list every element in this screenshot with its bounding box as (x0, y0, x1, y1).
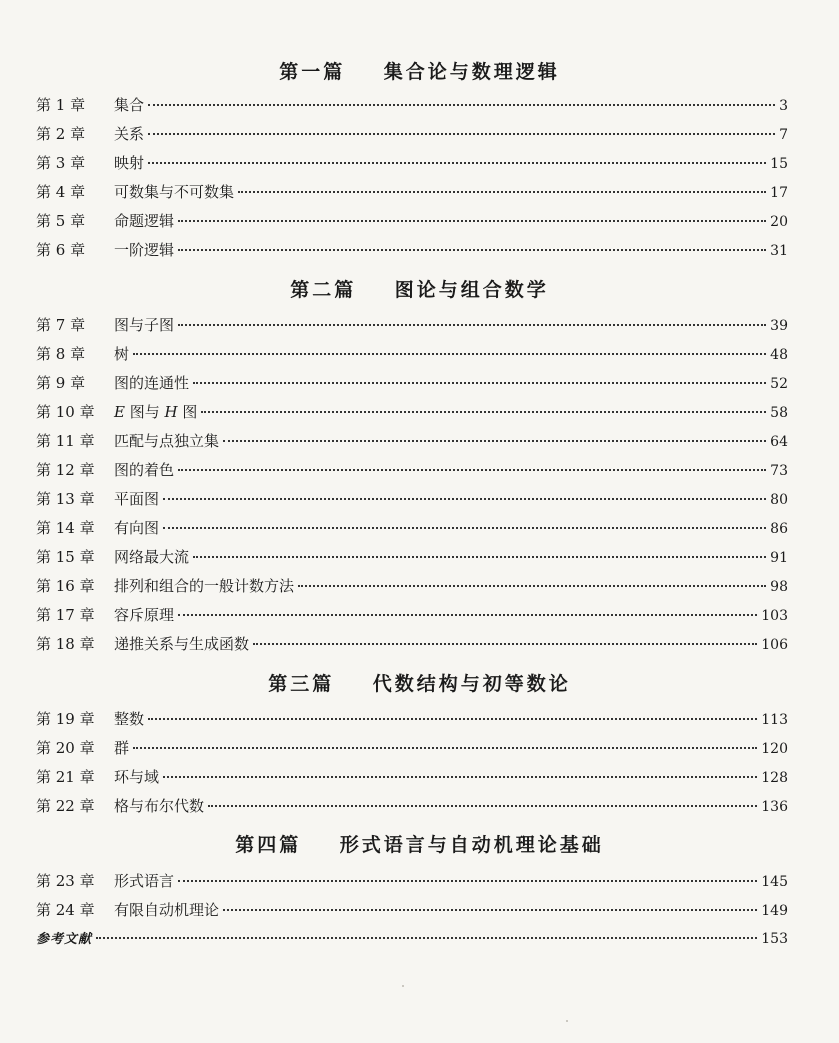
toc-entry[interactable] (36, 735, 788, 761)
toc-entry[interactable] (36, 544, 788, 570)
chapter-label: 第 12 章 (36, 461, 95, 479)
toc-entry[interactable] (36, 868, 788, 894)
chapter-label: 第 14 章 (36, 519, 95, 537)
chapter-title: 树 (114, 345, 130, 363)
part-title-1: 第一篇 集合论与数理逻辑 (279, 61, 560, 83)
dot-leader (163, 527, 766, 529)
page-number: 52 (770, 376, 788, 392)
chapter-label: 第 10 章 (36, 403, 95, 421)
chapter-label: 第 11 章 (36, 432, 95, 450)
chapter-title: 命题逻辑 (114, 212, 175, 230)
dot-leader (178, 880, 757, 882)
page-number: 91 (770, 550, 788, 566)
dot-leader (178, 324, 766, 326)
chapter-title: 整数 (114, 710, 145, 728)
dot-leader (148, 104, 775, 106)
chapter-label: 第 24 章 (36, 901, 95, 919)
chapter-label: 第 13 章 (36, 490, 95, 508)
dot-leader (253, 643, 757, 645)
chapter-title: 图与子图 (114, 316, 175, 334)
toc-entry[interactable] (36, 121, 788, 147)
dot-leader (201, 411, 766, 413)
chapter-label: 第 16 章 (36, 577, 95, 595)
chapter-label: 第 1 章 (36, 96, 86, 114)
chapter-label: 第 17 章 (36, 606, 95, 624)
title-end: 图 (177, 403, 198, 421)
toc-entry[interactable] (36, 764, 788, 790)
page-number: 153 (761, 931, 788, 947)
dot-leader (193, 556, 766, 558)
page-number: 31 (770, 243, 788, 259)
chapter-title: 图的着色 (114, 461, 175, 479)
dot-leader (193, 382, 766, 384)
dot-leader (148, 162, 766, 164)
page-number: 145 (761, 874, 788, 890)
page-number: 98 (770, 579, 788, 595)
dot-leader (238, 191, 766, 193)
toc-entry[interactable] (36, 457, 788, 483)
toc-entry-references[interactable] (36, 926, 788, 952)
chapter-label: 第 15 章 (36, 548, 95, 566)
page-number: 39 (770, 318, 788, 334)
dot-leader (96, 937, 757, 939)
page-number: 80 (770, 492, 788, 508)
page-number: 136 (761, 799, 788, 815)
chapter-title: 图的连通性 (114, 374, 190, 392)
page-number: 113 (761, 712, 788, 728)
toc-entry[interactable] (36, 179, 788, 205)
chapter-label: 第 18 章 (36, 635, 95, 653)
page-number: 3 (779, 98, 788, 114)
page-number: 106 (761, 637, 788, 653)
page-number: 7 (779, 127, 788, 143)
dot-leader (148, 718, 757, 720)
toc-entry[interactable] (36, 341, 788, 367)
page-number: 86 (770, 521, 788, 537)
chapter-title: 匹配与点独立集 (114, 432, 220, 450)
chapter-label: 第 7 章 (36, 316, 86, 334)
page-number: 64 (770, 434, 788, 450)
chapter-label: 第 20 章 (36, 739, 95, 757)
page-number: 73 (770, 463, 788, 479)
chapter-title: 格与布尔代数 (114, 797, 205, 815)
toc-entry[interactable] (36, 631, 788, 657)
part-title-2: 第二篇 图论与组合数学 (290, 279, 549, 301)
references-title: 参考文献 (36, 932, 93, 947)
dot-leader (178, 614, 757, 616)
page-number: 120 (761, 741, 788, 757)
chapter-title: 平面图 (114, 490, 160, 508)
toc-entry[interactable] (36, 486, 788, 512)
page-number: 15 (770, 156, 788, 172)
chapter-label: 第 8 章 (36, 345, 86, 363)
chapter-label: 第 23 章 (36, 872, 95, 890)
toc-entry[interactable] (36, 150, 788, 176)
dot-leader (133, 353, 766, 355)
chapter-label: 第 3 章 (36, 154, 86, 172)
dot-leader (163, 498, 766, 500)
toc-entry[interactable] (36, 515, 788, 541)
toc-entry[interactable] (36, 399, 788, 425)
chapter-title: 形式语言 (114, 872, 175, 890)
toc-entry[interactable] (36, 428, 788, 454)
chapter-label: 第 2 章 (36, 125, 86, 143)
chapter-title: 有限自动机理论 (114, 901, 220, 919)
math-h: H (164, 403, 178, 421)
chapter-label: 第 19 章 (36, 710, 95, 728)
dot-leader (133, 747, 757, 749)
toc-entry[interactable] (36, 208, 788, 234)
chapter-label: 第 22 章 (36, 797, 95, 815)
chapter-label: 第 21 章 (36, 768, 95, 786)
chapter-title: 排列和组合的一般计数方法 (114, 577, 295, 595)
dot-leader (178, 220, 766, 222)
chapter-title: 有向图 (114, 519, 160, 537)
title-mid: 图与 (124, 403, 165, 421)
chapter-title: 递推关系与生成函数 (114, 635, 250, 653)
toc-entry[interactable] (36, 573, 788, 599)
toc-entry[interactable] (36, 897, 788, 923)
toc-entry[interactable] (36, 237, 788, 263)
chapter-title: 关系 (114, 125, 145, 143)
part-title-3: 第三篇 代数结构与初等数论 (268, 673, 571, 695)
chapter-title: 一阶逻辑 (114, 241, 175, 259)
chapter-label: 第 5 章 (36, 212, 86, 230)
math-e: E (114, 403, 125, 421)
chapter-title (114, 399, 197, 425)
dot-leader (163, 776, 757, 778)
toc-entry[interactable] (36, 706, 788, 732)
dot-leader (148, 133, 775, 135)
toc-entry[interactable] (36, 312, 788, 338)
chapter-title: 映射 (114, 154, 145, 172)
paper-speck (402, 985, 404, 987)
dot-leader (298, 585, 766, 587)
chapter-title: 环与域 (114, 768, 160, 786)
dot-leader (208, 805, 757, 807)
chapter-label: 第 4 章 (36, 183, 86, 201)
chapter-title: 群 (114, 739, 130, 757)
page-number: 103 (761, 608, 788, 624)
toc-entry[interactable] (36, 793, 788, 819)
toc-entry[interactable] (36, 602, 788, 628)
chapter-label: 第 9 章 (36, 374, 86, 392)
chapter-title: 容斥原理 (114, 606, 175, 624)
page-number: 58 (770, 405, 788, 421)
toc-entry[interactable] (36, 370, 788, 396)
chapter-title: 集合 (114, 96, 145, 114)
dot-leader (178, 469, 766, 471)
dot-leader (223, 909, 757, 911)
part-title-4: 第四篇 形式语言与自动机理论基础 (235, 834, 604, 856)
page-number: 20 (770, 214, 788, 230)
toc-entry[interactable] (36, 92, 788, 118)
paper-speck (566, 1020, 568, 1022)
chapter-label: 第 6 章 (36, 241, 86, 259)
page-number: 17 (770, 185, 788, 201)
page-number: 149 (761, 903, 788, 919)
chapter-title: 网络最大流 (114, 548, 190, 566)
page-number: 128 (761, 770, 788, 786)
page-number: 48 (770, 347, 788, 363)
chapter-title: 可数集与不可数集 (114, 183, 235, 201)
dot-leader (223, 440, 766, 442)
dot-leader (178, 249, 766, 251)
